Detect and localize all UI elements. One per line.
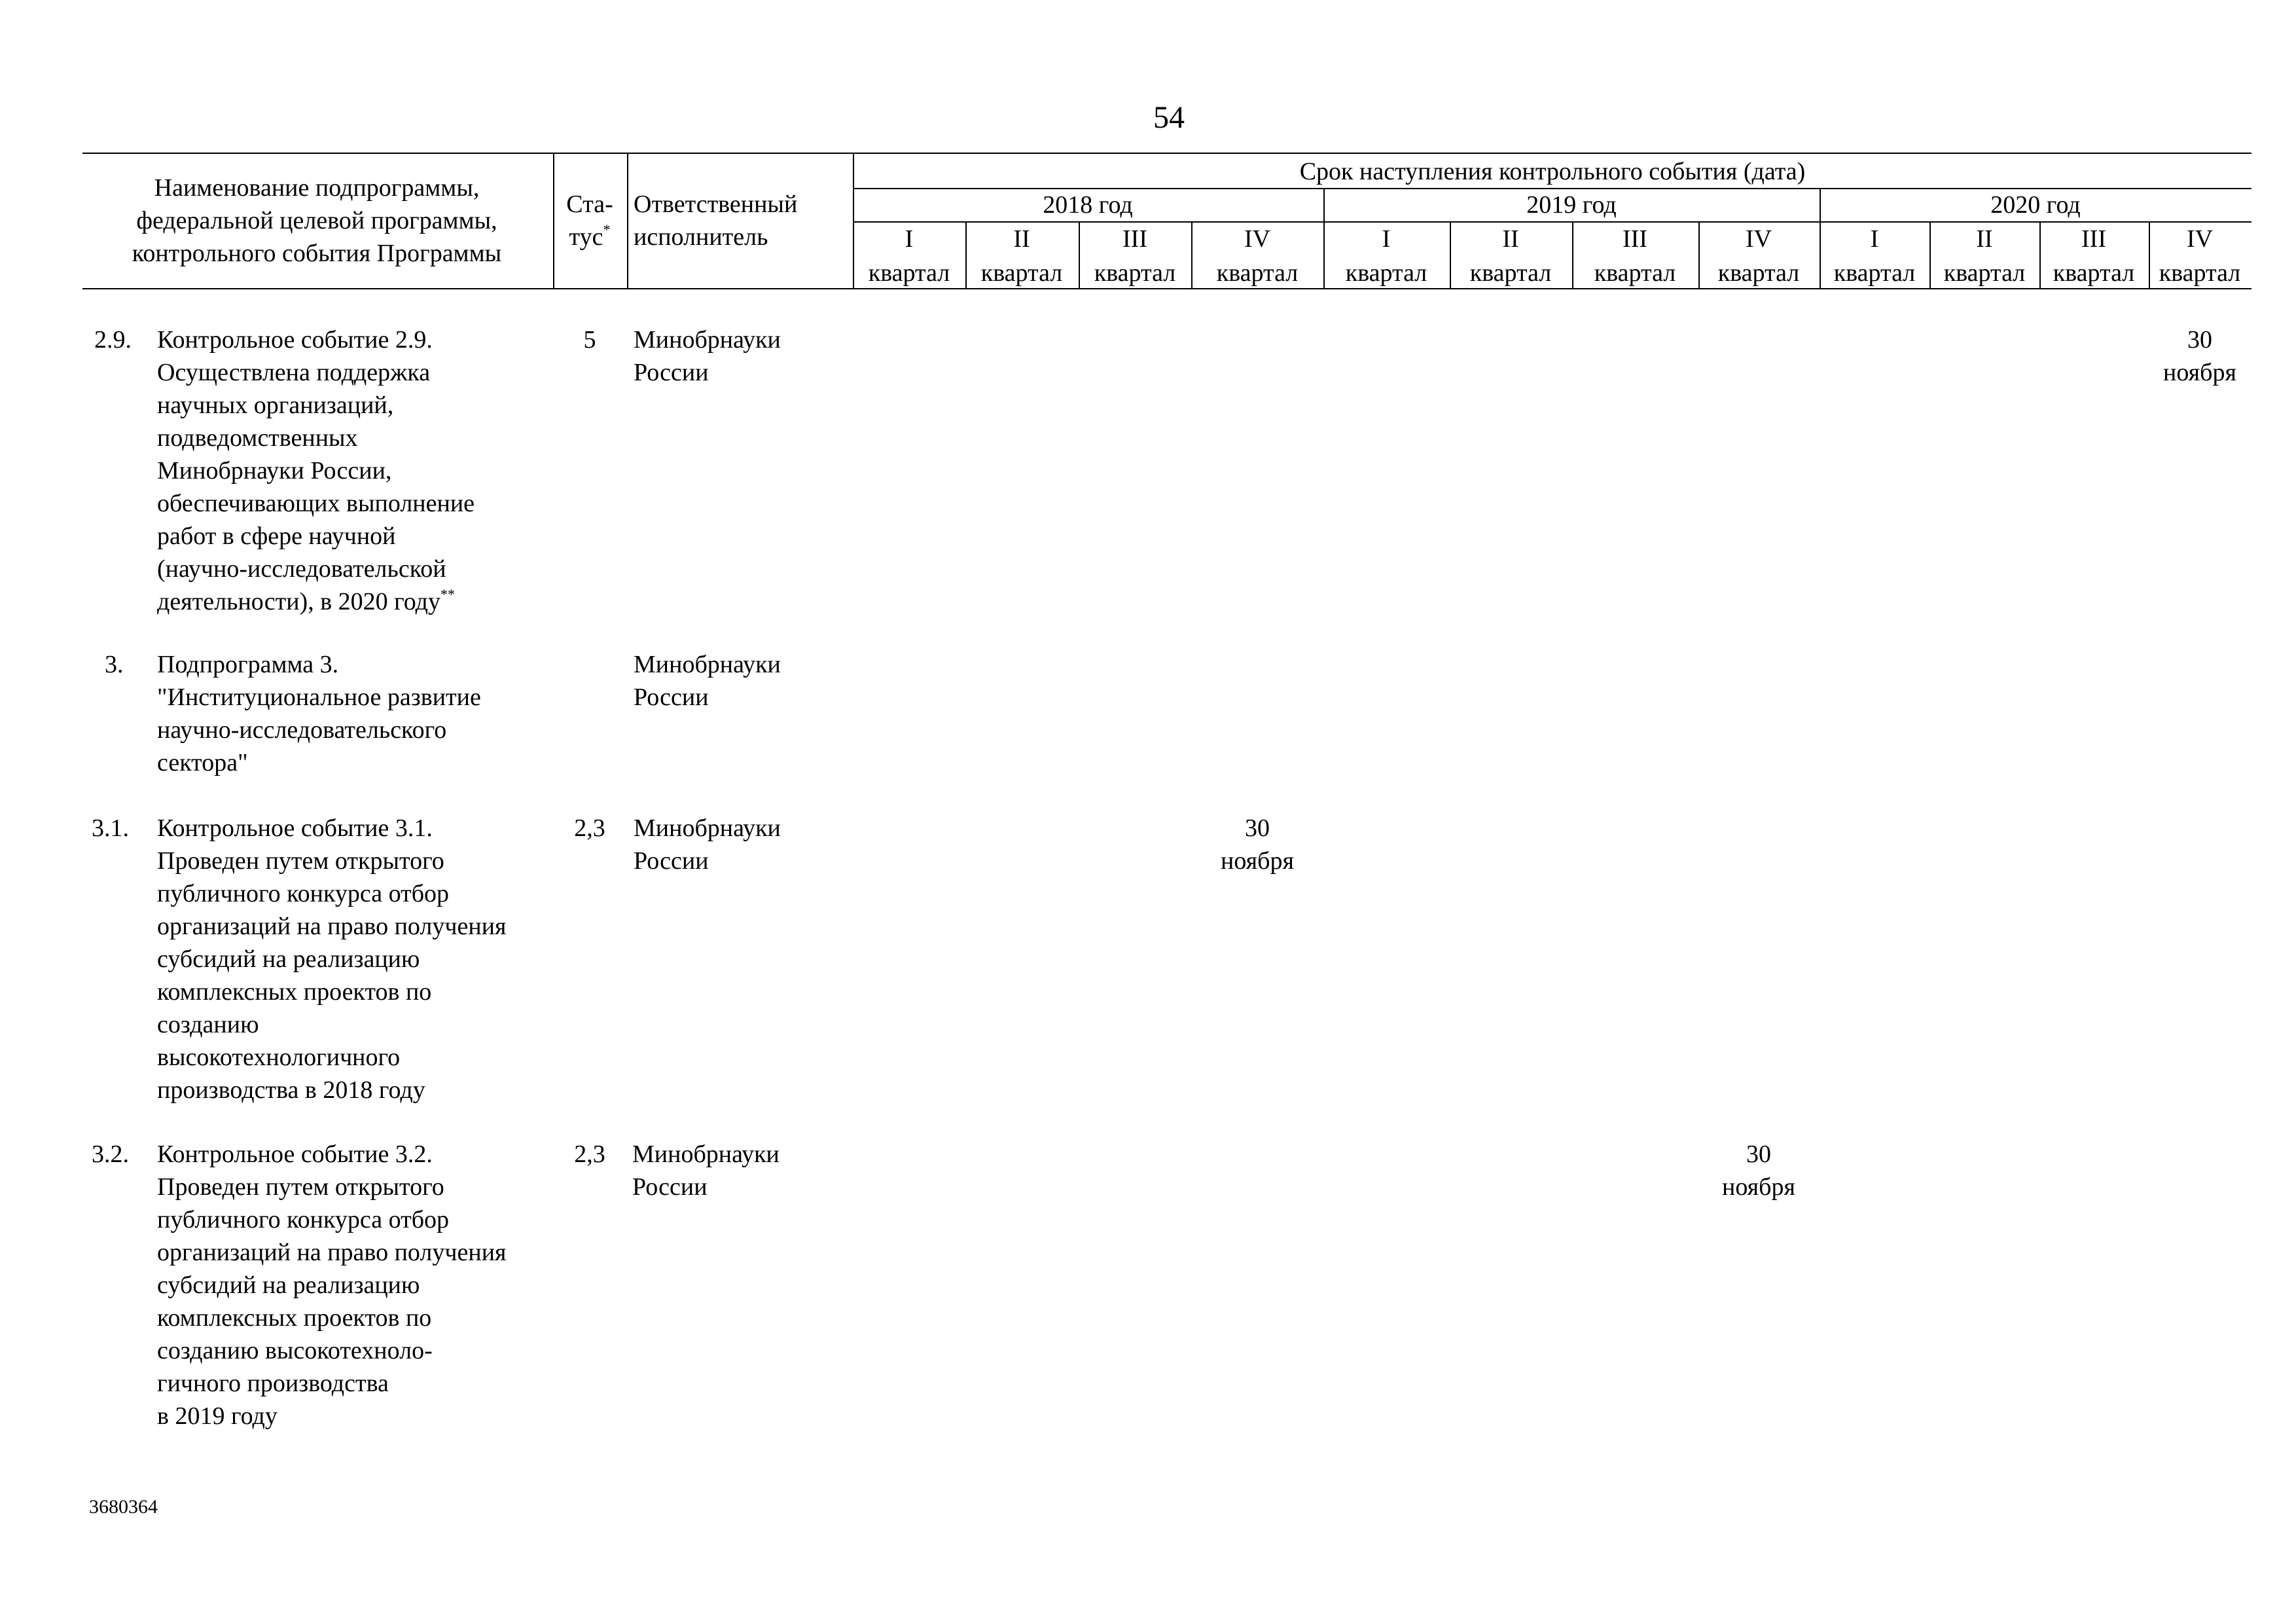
row-text-line: гичного производства: [157, 1370, 389, 1397]
quarter-word: квартал: [2053, 259, 2135, 287]
row-executor-line: России: [632, 1173, 708, 1201]
row-text-line: работ в сфере научной: [157, 522, 396, 550]
col-divider-status: [553, 153, 554, 289]
quarter-numeral: II: [1976, 225, 1993, 253]
row-text-line: Подпрограмма 3.: [157, 651, 339, 678]
row-number: 2.9.: [94, 326, 132, 354]
quarter-divider: [2149, 221, 2150, 289]
quarter-numeral: IV: [2186, 225, 2214, 253]
quarter-numeral: II: [1502, 225, 1519, 253]
quarter-numeral: I: [1870, 225, 1879, 253]
row-text-line: Минобрнауки России,: [157, 457, 392, 484]
header-name-line: Наименование подпрограммы,: [154, 174, 480, 202]
footnote-mark: **: [440, 586, 456, 602]
row-executor-line: России: [634, 684, 709, 711]
row-executor-line: России: [634, 359, 709, 386]
quarter-numeral: I: [905, 225, 914, 253]
row-text-line: (научно-исследовательской: [157, 555, 446, 583]
quarter-numeral: IV: [1745, 225, 1772, 253]
row-text-line: организаций на право получения: [157, 1239, 507, 1266]
quarter-word: квартал: [980, 259, 1063, 287]
header-executor-line: исполнитель: [634, 223, 768, 251]
row-text-line: Контрольное событие 3.1.: [157, 814, 433, 842]
quarter-word: квартал: [1469, 259, 1552, 287]
row-status: 5: [583, 326, 596, 354]
col-divider-executor: [627, 153, 628, 289]
row-text-last-line: деятельности), в 2020 году**: [157, 586, 456, 615]
quarter-divider: [965, 221, 967, 289]
header-executor-line: Ответственный: [634, 191, 798, 218]
row-date-day: 30: [1746, 1140, 1771, 1168]
quarter-word: квартал: [1216, 259, 1299, 287]
quarter-divider: [2039, 221, 2041, 289]
year-rule: [853, 221, 2251, 223]
quarter-word: квартал: [1943, 259, 2026, 287]
quarter-word: квартал: [1717, 259, 1800, 287]
quarter-word: квартал: [1345, 259, 1427, 287]
row-number: 3.1.: [92, 814, 129, 842]
year-2019: 2019 год: [1526, 191, 1617, 219]
document-code: 3680364: [89, 1496, 158, 1518]
quarter-word: квартал: [1094, 259, 1176, 287]
quarter-word: квартал: [868, 259, 950, 287]
row-text-line: подведомственных: [157, 424, 358, 452]
col-divider-deadline: [853, 153, 854, 289]
quarter-divider: [1191, 221, 1193, 289]
row-date-day: 30: [2187, 326, 2212, 354]
header-status-line: Ста-: [566, 191, 613, 218]
quarter-numeral: III: [1122, 225, 1147, 253]
row-text-line: Контрольное событие 2.9.: [157, 326, 433, 354]
row-executor-line: России: [634, 847, 709, 875]
col-divider-2020: [1820, 188, 1821, 289]
row-text-line: обеспечивающих выполнение: [157, 490, 475, 517]
row-status: 2,3: [574, 1140, 605, 1168]
row-date-day: 30: [1245, 814, 1270, 842]
quarter-divider: [1079, 221, 1080, 289]
row-executor-line: Минобрнауки: [634, 814, 781, 842]
quarter-numeral: IV: [1244, 225, 1271, 253]
quarter-numeral: III: [2081, 225, 2106, 253]
row-text-line: "Институциональное развитие: [157, 684, 481, 711]
row-text-line: Осуществлена поддержка: [157, 359, 431, 386]
row-text-line: субсидий на реализацию: [157, 945, 420, 973]
quarter-word: квартал: [2159, 259, 2241, 287]
row-text-line: научно-исследовательского: [157, 716, 447, 744]
row-text-line: субсидий на реализацию: [157, 1271, 420, 1299]
row-text-line: научных организаций,: [157, 392, 394, 419]
header-name-line: контрольного события Программы: [132, 240, 502, 267]
row-executor-line: Минобрнауки: [634, 651, 781, 678]
quarter-divider: [1450, 221, 1451, 289]
year-2018: 2018 год: [1043, 191, 1133, 219]
year-2020: 2020 год: [1990, 191, 2081, 219]
row-text-line: Проведен путем открытого: [157, 1173, 444, 1201]
quarter-word: квартал: [1594, 259, 1676, 287]
header-top-rule: [82, 153, 2251, 154]
row-text-line: в 2019 году: [157, 1402, 278, 1430]
row-text-line: производства в 2018 году: [157, 1076, 425, 1104]
row-executor-line: Минобрнауки: [632, 1140, 780, 1168]
row-executor-line: Минобрнауки: [634, 326, 781, 354]
col-divider-2019: [1323, 188, 1325, 289]
header-status-label: тус*: [569, 221, 611, 251]
row-text-line: созданию высокотехноло-: [157, 1337, 433, 1364]
status-footnote-mark: *: [603, 221, 611, 238]
row-status: 2,3: [574, 814, 605, 842]
row-text-line: Контрольное событие 3.2.: [157, 1140, 433, 1168]
row-text-line: публичного конкурса отбор: [157, 880, 450, 907]
page-number: 54: [1153, 100, 1185, 135]
quarter-divider: [1929, 221, 1931, 289]
quarter-divider: [1698, 221, 1700, 289]
quarter-word: квартал: [1833, 259, 1916, 287]
row-date-month: ноября: [1221, 847, 1294, 875]
row-text-line: Проведен путем открытого: [157, 847, 444, 875]
row-text-line: сектора": [157, 749, 248, 776]
quarter-numeral: III: [1623, 225, 1647, 253]
quarter-numeral: I: [1382, 225, 1391, 253]
row-text-line: публичного конкурса отбор: [157, 1206, 450, 1233]
quarter-numeral: II: [1013, 225, 1030, 253]
quarter-divider: [1572, 221, 1573, 289]
row-text-line: созданию: [157, 1011, 259, 1038]
row-text-line: высокотехнологичного: [157, 1044, 401, 1071]
row-date-month: ноября: [2163, 359, 2236, 386]
row-number: 3.: [105, 651, 124, 678]
row-text-line: комплексных проектов по: [157, 1304, 432, 1332]
row-text-line: комплексных проектов по: [157, 978, 432, 1006]
row-date-month: ноября: [1722, 1173, 1795, 1201]
row-text-line: организаций на право получения: [157, 913, 507, 940]
row-number: 3.2.: [92, 1140, 129, 1168]
header-name-line: федеральной целевой программы,: [136, 207, 497, 234]
deadline-title: Срок наступления контрольного события (дата): [1299, 158, 1806, 185]
